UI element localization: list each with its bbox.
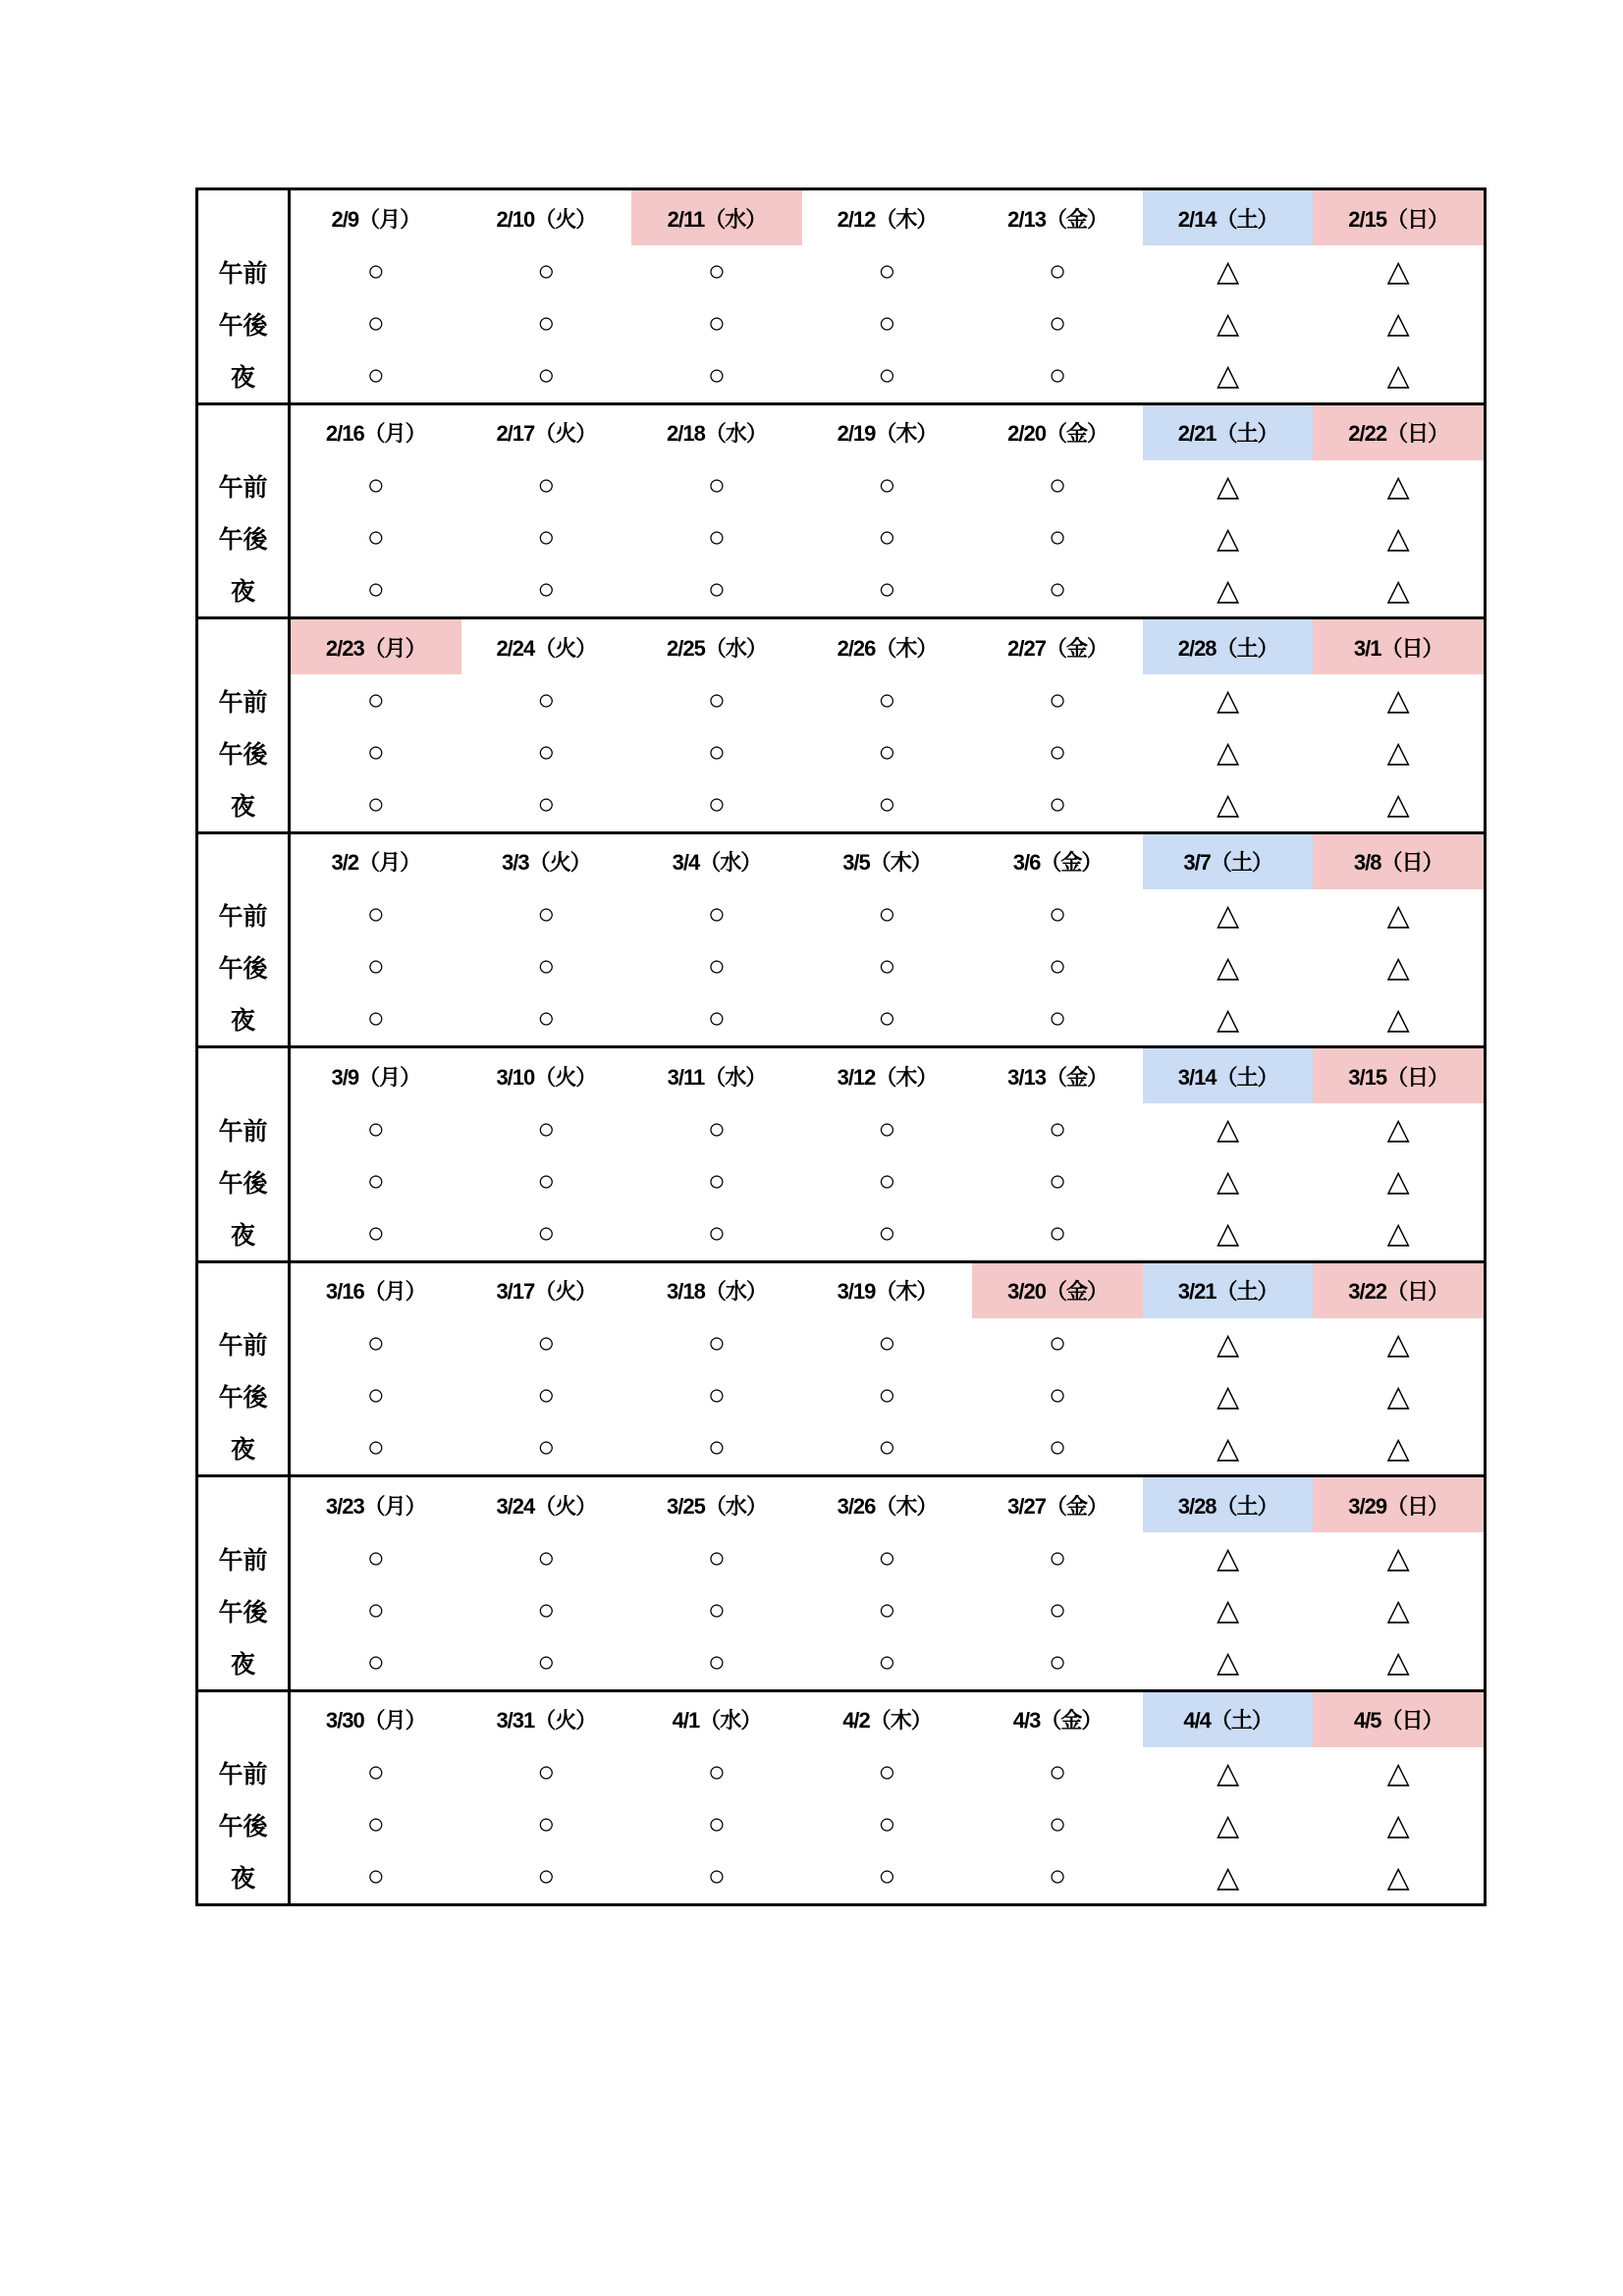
availability-cell: ○	[1049, 1431, 1067, 1465]
availability-cell: ○	[878, 573, 896, 607]
date-header-cell: 3/26（木）	[837, 1493, 938, 1519]
availability-cell: ○	[366, 787, 385, 821]
date-header-cell: 2/13（金）	[1007, 206, 1108, 232]
availability-cell: ○	[537, 735, 556, 769]
availability-cell: ○	[707, 1593, 726, 1627]
date-header-cell: 2/25（水）	[667, 635, 767, 661]
availability-cell: △	[1217, 1431, 1240, 1465]
availability-cell: ○	[707, 573, 726, 607]
availability-cell: ○	[366, 521, 385, 555]
availability-cell: △	[1386, 1860, 1410, 1894]
availability-cell: ○	[537, 1593, 556, 1627]
availability-cell: ○	[366, 1327, 385, 1361]
row-label: 午前	[198, 1747, 291, 1799]
availability-cell: ○	[1049, 1860, 1067, 1894]
corner-cell	[198, 405, 291, 460]
availability-cell: ○	[878, 1002, 896, 1036]
availability-cell: ○	[1049, 358, 1067, 392]
row-label: 夜	[198, 1851, 291, 1903]
availability-cell: ○	[1049, 1593, 1067, 1627]
availability-cell: △	[1386, 1327, 1410, 1361]
availability-cell: ○	[878, 1645, 896, 1679]
availability-cell: ○	[707, 1808, 726, 1842]
row-label: 午後	[198, 726, 291, 778]
availability-cell: ○	[878, 306, 896, 340]
availability-cell: △	[1386, 788, 1410, 822]
availability-cell: ○	[878, 469, 896, 503]
availability-cell: ○	[537, 254, 556, 288]
availability-cell: △	[1217, 359, 1240, 393]
date-header-cell: 3/10（火）	[496, 1064, 597, 1090]
availability-cell: ○	[537, 1756, 556, 1789]
availability-cell: △	[1217, 684, 1240, 718]
date-header-cell: 2/21（土）	[1143, 405, 1314, 460]
availability-cell: ○	[707, 1431, 726, 1465]
row-label: 夜	[198, 1422, 291, 1474]
availability-cell: ○	[707, 1327, 726, 1361]
corner-cell	[198, 1263, 291, 1318]
date-header-cell: 3/18（水）	[667, 1279, 767, 1304]
availability-cell: ○	[878, 1216, 896, 1250]
availability-cell: ○	[878, 898, 896, 932]
availability-cell: ○	[366, 1808, 385, 1842]
availability-cell: ○	[707, 306, 726, 340]
date-header-cell: 3/9（月）	[331, 1064, 421, 1090]
availability-cell: △	[1386, 359, 1410, 393]
availability-cell: ○	[537, 1379, 556, 1413]
availability-cell: ○	[878, 254, 896, 288]
availability-cell: ○	[1049, 521, 1067, 555]
date-header-cell: 3/27（金）	[1007, 1493, 1108, 1519]
availability-cell: ○	[1049, 254, 1067, 288]
row-label: 午後	[198, 1370, 291, 1422]
availability-cell: ○	[1049, 573, 1067, 607]
availability-cell: ○	[366, 1756, 385, 1789]
corner-cell	[198, 1477, 291, 1532]
date-header-cell: 3/19（木）	[837, 1279, 938, 1304]
date-header-cell: 3/3（火）	[502, 850, 591, 875]
availability-cell: ○	[366, 1379, 385, 1413]
availability-cell: △	[1217, 736, 1240, 770]
date-header-cell: 3/11（水）	[667, 1064, 767, 1090]
week-block	[198, 1263, 1484, 1478]
date-header-cell: 2/18（水）	[667, 421, 767, 446]
availability-cell: ○	[366, 1860, 385, 1894]
availability-cell: ○	[366, 683, 385, 717]
availability-cell: △	[1386, 1165, 1410, 1199]
date-header-cell: 3/7（土）	[1143, 834, 1314, 889]
availability-cell: ○	[366, 1164, 385, 1198]
week-block	[198, 1477, 1484, 1692]
date-header-cell: 3/8（日）	[1313, 834, 1484, 889]
availability-cell: ○	[537, 1431, 556, 1465]
date-header-cell: 3/1（日）	[1313, 619, 1484, 674]
availability-cell: ○	[878, 1431, 896, 1465]
availability-cell: △	[1217, 1860, 1240, 1894]
availability-cell: ○	[366, 1431, 385, 1465]
row-label: 夜	[198, 564, 291, 616]
row-label: 夜	[198, 993, 291, 1045]
availability-cell: ○	[878, 1164, 896, 1198]
availability-cell: △	[1217, 1113, 1240, 1147]
date-header-cell: 4/2（木）	[842, 1708, 932, 1733]
availability-cell: ○	[537, 683, 556, 717]
availability-cell: △	[1386, 1113, 1410, 1147]
date-header-cell: 2/15（日）	[1313, 190, 1484, 245]
date-header-cell: 3/6（金）	[1012, 850, 1103, 875]
row-label: 夜	[198, 349, 291, 401]
availability-cell: △	[1217, 1646, 1240, 1680]
row-label: 夜	[198, 778, 291, 830]
date-header-cell: 2/24（火）	[496, 635, 597, 661]
availability-cell: △	[1386, 1217, 1410, 1251]
date-header-cell: 2/26（木）	[837, 635, 938, 661]
availability-cell: ○	[1049, 1327, 1067, 1361]
date-header-cell: 4/4（土）	[1143, 1692, 1314, 1747]
availability-cell: ○	[1049, 683, 1067, 717]
availability-cell: ○	[537, 1002, 556, 1036]
week-block	[198, 619, 1484, 834]
availability-cell: ○	[878, 787, 896, 821]
availability-cell: △	[1386, 1379, 1410, 1413]
availability-cell: ○	[1049, 1112, 1067, 1146]
availability-cell: ○	[878, 683, 896, 717]
date-header-cell: 2/20（金）	[1007, 421, 1108, 446]
availability-cell: ○	[707, 1541, 726, 1575]
availability-cell: ○	[1049, 469, 1067, 503]
row-label: 午前	[198, 1532, 291, 1584]
availability-cell: ○	[707, 1645, 726, 1679]
availability-cell: △	[1217, 1379, 1240, 1413]
date-header-cell: 2/27（金）	[1007, 635, 1108, 661]
availability-cell: ○	[707, 787, 726, 821]
availability-cell: △	[1217, 1217, 1240, 1251]
date-header-cell: 2/22（日）	[1313, 405, 1484, 460]
date-header-cell: 2/17（火）	[496, 421, 597, 446]
availability-cell: ○	[1049, 1808, 1067, 1842]
availability-cell: ○	[878, 1379, 896, 1413]
row-label: 午前	[198, 460, 291, 512]
availability-cell: ○	[366, 469, 385, 503]
availability-cell: ○	[707, 1112, 726, 1146]
availability-cell: ○	[537, 1216, 556, 1250]
availability-cell: △	[1386, 255, 1410, 289]
row-label: 午前	[198, 1103, 291, 1155]
availability-cell: △	[1386, 1808, 1410, 1842]
row-label: 午後	[198, 1155, 291, 1207]
date-header-cell: 3/4（水）	[672, 850, 762, 875]
row-label: 午前	[198, 889, 291, 941]
week-block	[198, 405, 1484, 620]
availability-cell: ○	[878, 1756, 896, 1789]
availability-cell: ○	[1049, 1541, 1067, 1575]
week-block	[198, 1692, 1484, 1904]
availability-cell: △	[1386, 1594, 1410, 1628]
availability-cell: ○	[878, 1593, 896, 1627]
availability-cell: ○	[366, 1541, 385, 1575]
availability-cell: △	[1386, 1002, 1410, 1036]
availability-cell: △	[1386, 898, 1410, 932]
availability-cell: ○	[366, 1645, 385, 1679]
availability-cell: ○	[366, 306, 385, 340]
availability-cell: ○	[878, 1112, 896, 1146]
availability-cell: ○	[366, 1112, 385, 1146]
availability-cell: ○	[537, 1164, 556, 1198]
row-label: 午前	[198, 245, 291, 297]
date-header-cell: 3/13（金）	[1007, 1064, 1108, 1090]
availability-cell: ○	[366, 358, 385, 392]
week-block	[198, 190, 1484, 405]
availability-cell: ○	[1049, 950, 1067, 984]
availability-cell: ○	[878, 950, 896, 984]
availability-cell: ○	[1049, 306, 1067, 340]
availability-cell: ○	[1049, 1645, 1067, 1679]
availability-cell: △	[1386, 573, 1410, 607]
availability-cell: ○	[366, 898, 385, 932]
corner-cell	[198, 1048, 291, 1103]
week-block	[198, 834, 1484, 1049]
row-label: 午前	[198, 674, 291, 726]
availability-cell: ○	[878, 735, 896, 769]
date-header-cell: 2/23（月）	[291, 619, 461, 674]
availability-cell: ○	[1049, 1216, 1067, 1250]
availability-cell: ○	[366, 254, 385, 288]
availability-cell: △	[1386, 1756, 1410, 1789]
date-header-cell: 3/22（日）	[1313, 1263, 1484, 1318]
availability-cell: ○	[1049, 1164, 1067, 1198]
date-header-cell: 3/23（月）	[325, 1493, 426, 1519]
date-header-cell: 3/5（木）	[842, 850, 932, 875]
availability-cell: △	[1386, 1431, 1410, 1465]
availability-cell: ○	[707, 469, 726, 503]
availability-cell: △	[1217, 1165, 1240, 1199]
availability-cell: ○	[366, 1593, 385, 1627]
availability-cell: ○	[1049, 898, 1067, 932]
availability-cell: △	[1386, 307, 1410, 341]
availability-cell: ○	[366, 735, 385, 769]
row-label: 夜	[198, 1207, 291, 1259]
row-label: 夜	[198, 1636, 291, 1688]
date-header-cell: 2/16（月）	[325, 421, 426, 446]
availability-cell: ○	[366, 1216, 385, 1250]
availability-cell: ○	[707, 1756, 726, 1789]
availability-cell: △	[1217, 950, 1240, 984]
availability-cell: ○	[537, 1860, 556, 1894]
availability-cell: △	[1217, 1808, 1240, 1842]
date-header-cell: 3/2（月）	[331, 850, 421, 875]
availability-cell: ○	[537, 573, 556, 607]
date-header-cell: 3/31（火）	[496, 1708, 597, 1733]
row-label: 午後	[198, 512, 291, 564]
availability-cell: ○	[878, 1541, 896, 1575]
availability-cell: △	[1386, 684, 1410, 718]
availability-cell: ○	[537, 898, 556, 932]
availability-cell: ○	[537, 1645, 556, 1679]
availability-cell: ○	[537, 1541, 556, 1575]
availability-cell: △	[1386, 521, 1410, 555]
availability-cell: ○	[537, 787, 556, 821]
row-label: 午前	[198, 1318, 291, 1370]
availability-cell: ○	[878, 1808, 896, 1842]
corner-cell	[198, 1692, 291, 1747]
availability-cell: △	[1386, 1646, 1410, 1680]
availability-cell: ○	[707, 1216, 726, 1250]
availability-cell: ○	[1049, 1002, 1067, 1036]
availability-cell: △	[1217, 255, 1240, 289]
date-header-cell: 3/12（木）	[837, 1064, 938, 1090]
date-header-cell: 2/28（土）	[1143, 619, 1314, 674]
availability-cell: △	[1386, 736, 1410, 770]
availability-cell: ○	[537, 1327, 556, 1361]
date-header-cell: 2/11（水）	[631, 190, 802, 245]
availability-cell: △	[1217, 788, 1240, 822]
date-header-cell: 3/17（火）	[496, 1279, 597, 1304]
date-header-cell: 2/12（木）	[837, 206, 938, 232]
date-header-cell: 3/25（水）	[667, 1493, 767, 1519]
date-header-cell: 4/1（水）	[672, 1708, 762, 1733]
availability-cell: △	[1386, 1542, 1410, 1575]
availability-cell: ○	[366, 573, 385, 607]
availability-cell: ○	[707, 1002, 726, 1036]
availability-cell: ○	[537, 1112, 556, 1146]
availability-cell: ○	[878, 1860, 896, 1894]
availability-cell: △	[1217, 521, 1240, 555]
availability-cell: △	[1217, 1327, 1240, 1361]
availability-cell: ○	[1049, 1379, 1067, 1413]
availability-cell: ○	[878, 1327, 896, 1361]
availability-cell: ○	[537, 306, 556, 340]
date-header-cell: 3/21（土）	[1143, 1263, 1314, 1318]
availability-cell: ○	[707, 1860, 726, 1894]
date-header-cell: 3/28（土）	[1143, 1477, 1314, 1532]
availability-cell: ○	[537, 358, 556, 392]
availability-cell: ○	[707, 950, 726, 984]
availability-cell: △	[1217, 1756, 1240, 1789]
availability-cell: ○	[366, 1002, 385, 1036]
availability-cell: △	[1386, 469, 1410, 503]
date-header-cell: 3/16（月）	[325, 1279, 426, 1304]
date-header-cell: 2/10（火）	[496, 206, 597, 232]
availability-cell: ○	[537, 521, 556, 555]
availability-cell: ○	[707, 898, 726, 932]
availability-cell: ○	[537, 1808, 556, 1842]
date-header-cell: 2/19（木）	[837, 421, 938, 446]
availability-cell: ○	[707, 683, 726, 717]
date-header-cell: 3/24（火）	[496, 1493, 597, 1519]
row-label: 午後	[198, 297, 291, 349]
corner-cell	[198, 834, 291, 889]
availability-cell: ○	[707, 254, 726, 288]
availability-cell: ○	[707, 358, 726, 392]
availability-cell: ○	[707, 1164, 726, 1198]
availability-cell: △	[1217, 898, 1240, 932]
availability-cell: △	[1217, 1002, 1240, 1036]
availability-cell: ○	[707, 735, 726, 769]
availability-cell: ○	[878, 521, 896, 555]
row-label: 午後	[198, 941, 291, 993]
date-header-cell: 4/3（金）	[1012, 1708, 1103, 1733]
corner-cell	[198, 190, 291, 245]
row-label: 午後	[198, 1799, 291, 1851]
availability-cell: ○	[1049, 735, 1067, 769]
availability-cell: ○	[366, 950, 385, 984]
schedule-table	[195, 187, 1487, 1906]
week-block	[198, 1048, 1484, 1263]
date-header-cell: 2/9（月）	[331, 206, 421, 232]
date-header-cell: 3/29（日）	[1313, 1477, 1484, 1532]
availability-cell: ○	[707, 1379, 726, 1413]
availability-cell: ○	[878, 358, 896, 392]
row-label: 午後	[198, 1584, 291, 1636]
availability-cell: △	[1217, 307, 1240, 341]
date-header-cell: 4/5（日）	[1313, 1692, 1484, 1747]
availability-cell: ○	[537, 950, 556, 984]
date-header-cell: 2/14（土）	[1143, 190, 1314, 245]
availability-cell: △	[1386, 950, 1410, 984]
availability-cell: ○	[1049, 787, 1067, 821]
availability-cell: △	[1217, 1594, 1240, 1628]
date-header-cell: 3/20（金）	[972, 1263, 1143, 1318]
date-header-cell: 3/15（日）	[1313, 1048, 1484, 1103]
availability-cell: △	[1217, 469, 1240, 503]
corner-cell	[198, 619, 291, 674]
date-header-cell: 3/14（土）	[1143, 1048, 1314, 1103]
date-header-cell: 3/30（月）	[325, 1708, 426, 1733]
availability-cell: ○	[1049, 1756, 1067, 1789]
availability-cell: △	[1217, 573, 1240, 607]
availability-cell: ○	[707, 521, 726, 555]
availability-cell: △	[1217, 1542, 1240, 1575]
availability-cell: ○	[537, 469, 556, 503]
